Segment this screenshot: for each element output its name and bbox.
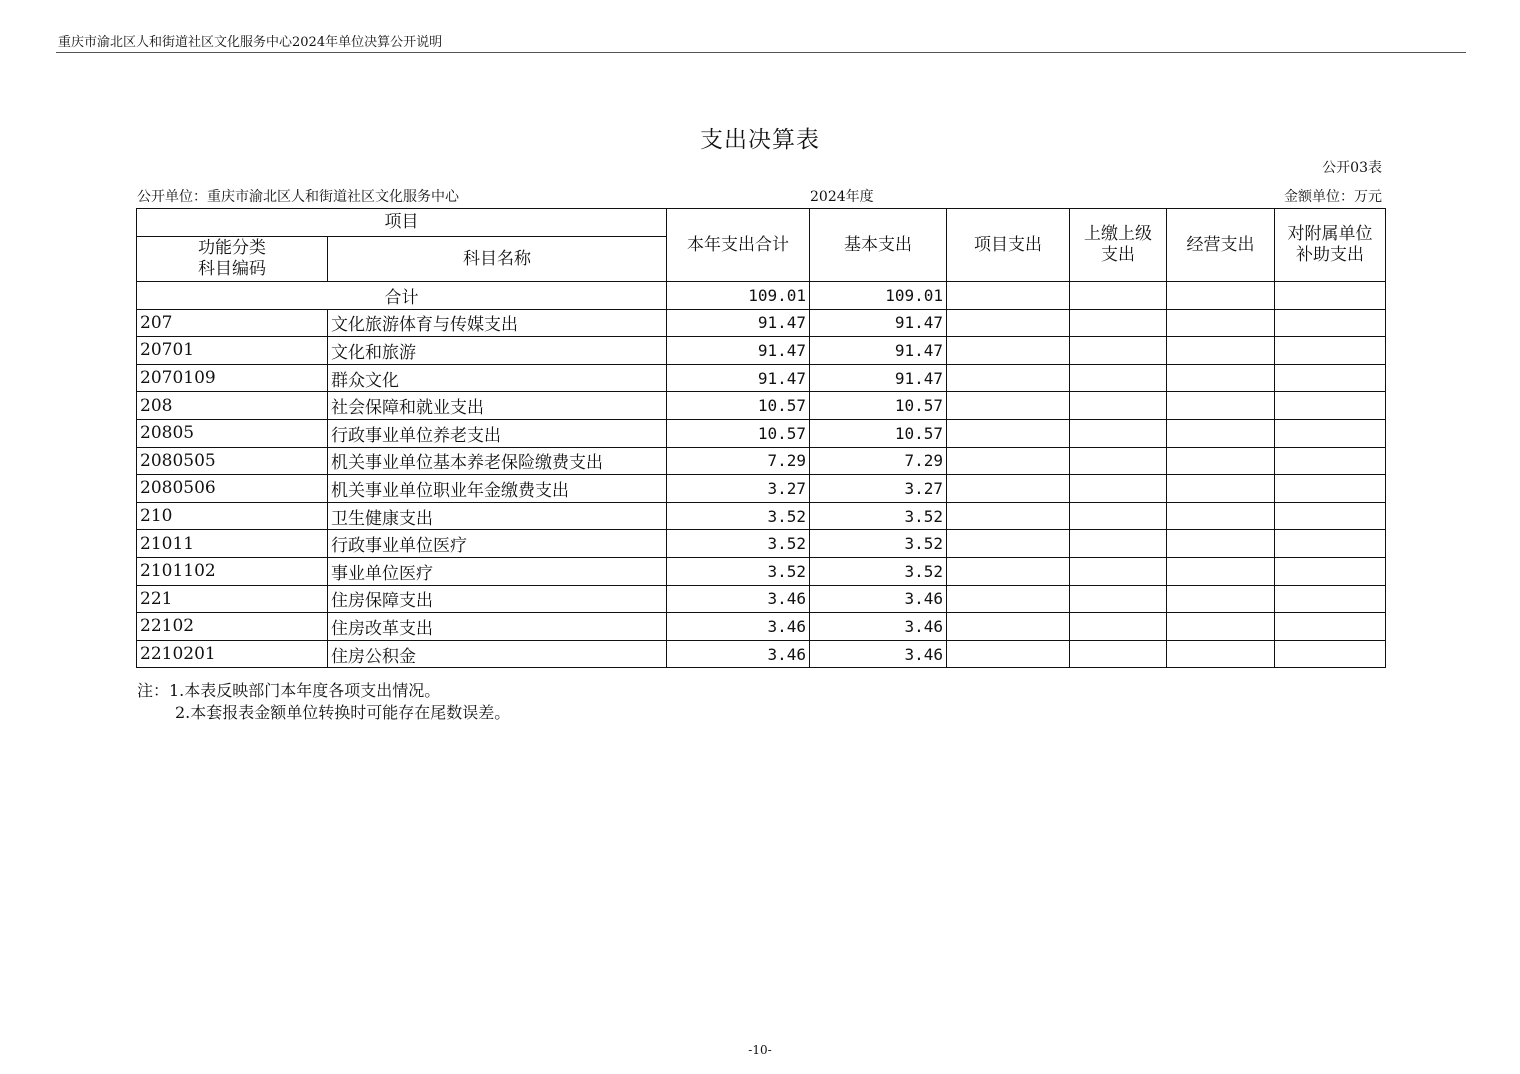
total-amount-cell: 3.46: [667, 613, 810, 641]
business-amount-cell: [1167, 337, 1275, 365]
business-amount-cell: [1167, 419, 1275, 447]
header-business: 经营支出: [1167, 209, 1275, 282]
fiscal-year: 2024年度: [810, 189, 874, 205]
subject-name-cell: 机关事业单位基本养老保险缴费支出: [328, 447, 667, 475]
upper-amount-cell: [1070, 585, 1167, 613]
table-row: [137, 419, 1386, 447]
header-basic: 基本支出: [810, 209, 947, 282]
subsidy-amount-cell: [1275, 475, 1386, 503]
total-amount-cell: 10.57: [667, 392, 810, 420]
project-amount-cell: [947, 419, 1070, 447]
subject-code-cell: 2080505: [137, 447, 328, 475]
table-row: [137, 640, 1386, 668]
header-total: 本年支出合计: [667, 209, 810, 282]
project-amount-cell: [947, 557, 1070, 585]
subsidy-amount-cell: [1275, 364, 1386, 392]
upper-amount-cell: [1070, 337, 1167, 365]
subject-name-cell: 社会保障和就业支出: [328, 392, 667, 420]
total-amount-cell: 3.27: [667, 475, 810, 503]
amount-unit: 金额单位：万元: [1284, 189, 1382, 205]
subject-name-cell: 住房公积金: [328, 640, 667, 668]
project-amount-cell: [947, 530, 1070, 558]
basic-amount-cell: 91.47: [810, 309, 947, 337]
subject-name-cell: 卫生健康支出: [328, 502, 667, 530]
expenditure-table: [136, 208, 1386, 668]
subject-code-cell: 22102: [137, 613, 328, 641]
total-amount-cell: 3.52: [667, 530, 810, 558]
project-amount-cell: [947, 585, 1070, 613]
total-amount-cell: 91.47: [667, 337, 810, 365]
note-line-2: 2.本套报表金额单位转换时可能存在尾数误差。: [175, 703, 511, 722]
basic-amount-cell: 3.46: [810, 613, 947, 641]
table-row: [137, 613, 1386, 641]
basic-amount-cell: 10.57: [810, 419, 947, 447]
upper-amount-cell: [1070, 475, 1167, 503]
form-code: 公开03表: [1322, 160, 1382, 176]
subject-name-cell: 机关事业单位职业年金缴费支出: [328, 475, 667, 503]
upper-amount-cell: [1070, 530, 1167, 558]
total-project: [947, 282, 1070, 310]
business-amount-cell: [1167, 557, 1275, 585]
table-row: [137, 557, 1386, 585]
subject-name-cell: 文化和旅游: [328, 337, 667, 365]
total-amount: 109.01: [667, 282, 810, 310]
total-amount-cell: 91.47: [667, 309, 810, 337]
subject-name-cell: 行政事业单位医疗: [328, 530, 667, 558]
subject-code-cell: 2101102: [137, 557, 328, 585]
total-upper: [1070, 282, 1167, 310]
total-business: [1167, 282, 1275, 310]
header-project: 项目支出: [947, 209, 1070, 282]
subsidy-amount-cell: [1275, 309, 1386, 337]
upper-amount-cell: [1070, 309, 1167, 337]
running-header: 重庆市渝北区人和街道社区文化服务中心2024年单位决算公开说明: [58, 35, 443, 50]
header-subsidy: 对附属单位 补助支出: [1275, 209, 1386, 282]
upper-amount-cell: [1070, 557, 1167, 585]
meta-row: [137, 186, 1382, 206]
upper-amount-cell: [1070, 613, 1167, 641]
basic-amount-cell: 3.52: [810, 502, 947, 530]
business-amount-cell: [1167, 640, 1275, 668]
note-line-1: 注：1.本表反映部门本年度各项支出情况。: [137, 681, 441, 700]
business-amount-cell: [1167, 530, 1275, 558]
table-row: [137, 502, 1386, 530]
table-row: [137, 309, 1386, 337]
subsidy-amount-cell: [1275, 557, 1386, 585]
project-amount-cell: [947, 364, 1070, 392]
total-amount-cell: 3.52: [667, 502, 810, 530]
upper-amount-cell: [1070, 447, 1167, 475]
project-amount-cell: [947, 640, 1070, 668]
page-title: 支出决算表: [700, 127, 820, 153]
table-body: [137, 282, 1386, 668]
project-amount-cell: [947, 475, 1070, 503]
table-row: [137, 364, 1386, 392]
total-subsidy: [1275, 282, 1386, 310]
business-amount-cell: [1167, 392, 1275, 420]
notes: [137, 680, 510, 724]
total-label: 合计: [137, 282, 667, 310]
subject-name-cell: 事业单位医疗: [328, 557, 667, 585]
subsidy-amount-cell: [1275, 337, 1386, 365]
subject-code-cell: 20701: [137, 337, 328, 365]
business-amount-cell: [1167, 447, 1275, 475]
business-amount-cell: [1167, 475, 1275, 503]
basic-amount-cell: 7.29: [810, 447, 947, 475]
total-amount-cell: 3.52: [667, 557, 810, 585]
total-amount-cell: 3.46: [667, 640, 810, 668]
subsidy-amount-cell: [1275, 419, 1386, 447]
header-upper: 上缴上级 支出: [1070, 209, 1167, 282]
project-amount-cell: [947, 613, 1070, 641]
subject-code-cell: 2080506: [137, 475, 328, 503]
basic-amount-cell: 3.46: [810, 640, 947, 668]
basic-amount-cell: 91.47: [810, 364, 947, 392]
total-row: [137, 282, 1386, 310]
subsidy-amount-cell: [1275, 502, 1386, 530]
subject-code-cell: 2070109: [137, 364, 328, 392]
project-amount-cell: [947, 337, 1070, 365]
total-amount-cell: 3.46: [667, 585, 810, 613]
project-amount-cell: [947, 309, 1070, 337]
business-amount-cell: [1167, 585, 1275, 613]
subsidy-amount-cell: [1275, 530, 1386, 558]
subject-code-cell: 21011: [137, 530, 328, 558]
subject-name-cell: 文化旅游体育与传媒支出: [328, 309, 667, 337]
page-number: -10-: [748, 1043, 772, 1057]
subject-code-cell: 20805: [137, 419, 328, 447]
subject-name-cell: 住房保障支出: [328, 585, 667, 613]
table-row: [137, 530, 1386, 558]
business-amount-cell: [1167, 613, 1275, 641]
business-amount-cell: [1167, 502, 1275, 530]
table-row: [137, 337, 1386, 365]
upper-amount-cell: [1070, 502, 1167, 530]
header-rule: [56, 52, 1466, 53]
project-amount-cell: [947, 502, 1070, 530]
total-basic: 109.01: [810, 282, 947, 310]
basic-amount-cell: 10.57: [810, 392, 947, 420]
business-amount-cell: [1167, 309, 1275, 337]
header-code: 功能分类 科目编码: [137, 237, 328, 282]
basic-amount-cell: 3.27: [810, 475, 947, 503]
business-amount-cell: [1167, 364, 1275, 392]
basic-amount-cell: 3.52: [810, 557, 947, 585]
table-row: [137, 585, 1386, 613]
total-amount-cell: 7.29: [667, 447, 810, 475]
project-amount-cell: [947, 392, 1070, 420]
subject-code-cell: 207: [137, 309, 328, 337]
basic-amount-cell: 91.47: [810, 337, 947, 365]
reporting-unit: 公开单位：重庆市渝北区人和街道社区文化服务中心: [137, 189, 459, 205]
upper-amount-cell: [1070, 392, 1167, 420]
total-amount-cell: 91.47: [667, 364, 810, 392]
project-amount-cell: [947, 447, 1070, 475]
subsidy-amount-cell: [1275, 640, 1386, 668]
subject-code-cell: 208: [137, 392, 328, 420]
basic-amount-cell: 3.52: [810, 530, 947, 558]
table-row: [137, 447, 1386, 475]
upper-amount-cell: [1070, 364, 1167, 392]
header-name: 科目名称: [328, 237, 667, 282]
table-row: [137, 392, 1386, 420]
subsidy-amount-cell: [1275, 585, 1386, 613]
upper-amount-cell: [1070, 640, 1167, 668]
subsidy-amount-cell: [1275, 447, 1386, 475]
subsidy-amount-cell: [1275, 392, 1386, 420]
subject-code-cell: 221: [137, 585, 328, 613]
subject-code-cell: 210: [137, 502, 328, 530]
subject-name-cell: 住房改革支出: [328, 613, 667, 641]
subject-name-cell: 行政事业单位养老支出: [328, 419, 667, 447]
table-row: [137, 475, 1386, 503]
header-item: 项目: [137, 209, 667, 237]
subject-name-cell: 群众文化: [328, 364, 667, 392]
subject-code-cell: 2210201: [137, 640, 328, 668]
basic-amount-cell: 3.46: [810, 585, 947, 613]
total-amount-cell: 10.57: [667, 419, 810, 447]
subsidy-amount-cell: [1275, 613, 1386, 641]
upper-amount-cell: [1070, 419, 1167, 447]
